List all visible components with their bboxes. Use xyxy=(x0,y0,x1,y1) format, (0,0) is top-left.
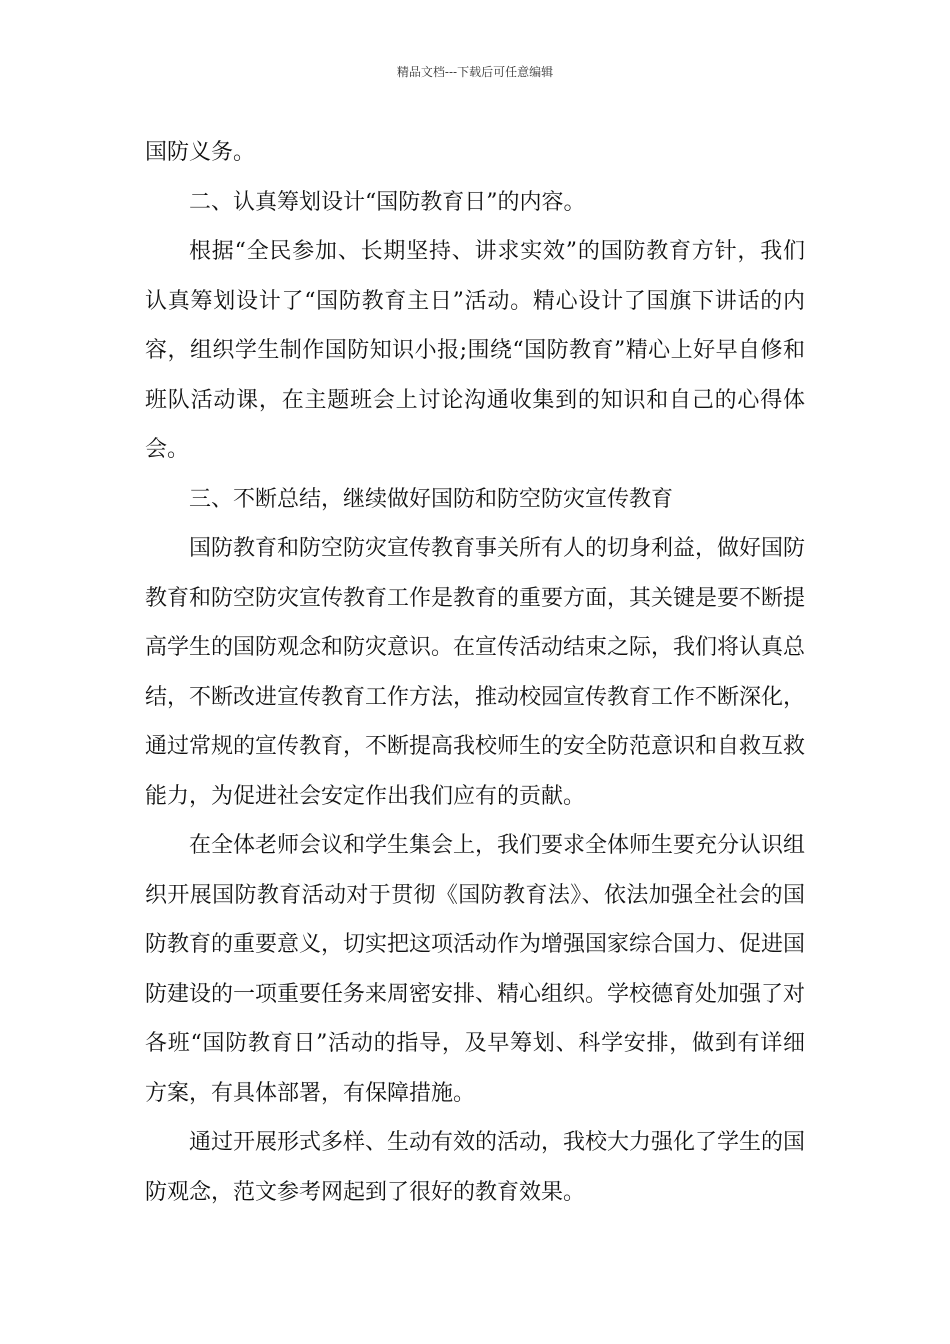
paragraph: 国防教育和防空防灾宣传教育事关所有人的切身利益，做好国防教育和防空防灾宣传教育工作是教育的重要方面，其关键是要不断提高学生的国防观念和防灾意识。在宣传活动结束之际，我们将认真总结，不断改进宣传教育工作方法，推动校园宣传教育工作不断深化，通过常规的宣传教育，不断提高我校师生的安全防范意识和自救互救能力，为促进社会安定作出我们应有的贡献。 xyxy=(145,536,806,809)
paragraph-continuation: 国防义务。 xyxy=(145,140,256,165)
paragraph: 在全体老师会议和学生集会上，我们要求全体师生要充分认识组织开展国防教育活动对于贯彻《国防教育法》、依法加强全社会的国防教育的重要意义，切实把这项活动作为增强国家综合国力、促进国防建设的一项重要任务来周密安排、精心组织。学校德育处加强了对各班“国防教育日”活动的指导，及早筹划、科学安排，做到有详细方案，有具体部署，有保障措施。 xyxy=(145,833,806,1106)
section-heading-3: 三、不断总结，继续做好国防和防空防灾宣传教育 xyxy=(189,486,674,512)
paragraph: 根据“全民参加、长期坚持、讲求实效”的国防教育方针，我们认真筹划设计了“国防教育主日”活动。精心设计了国旗下讲话的内容，组织学生制作国防知识小报;围绕“国防教育”精心上好早自修和班队活动课，在主题班会上讨论沟通收集到的知识和自己的心得体会。 xyxy=(145,239,805,462)
document-body xyxy=(145,128,805,1217)
paragraph: 通过开展形式多样、生动有效的活动，我校大力强化了学生的国防观念，范文参考网起到了很好的教育效果。 xyxy=(145,1130,806,1205)
section-heading-2: 二、认真筹划设计“国防教育日”的内容。 xyxy=(189,189,586,215)
page-header: 精品文档---下载后可任意编辑 xyxy=(396,65,554,79)
